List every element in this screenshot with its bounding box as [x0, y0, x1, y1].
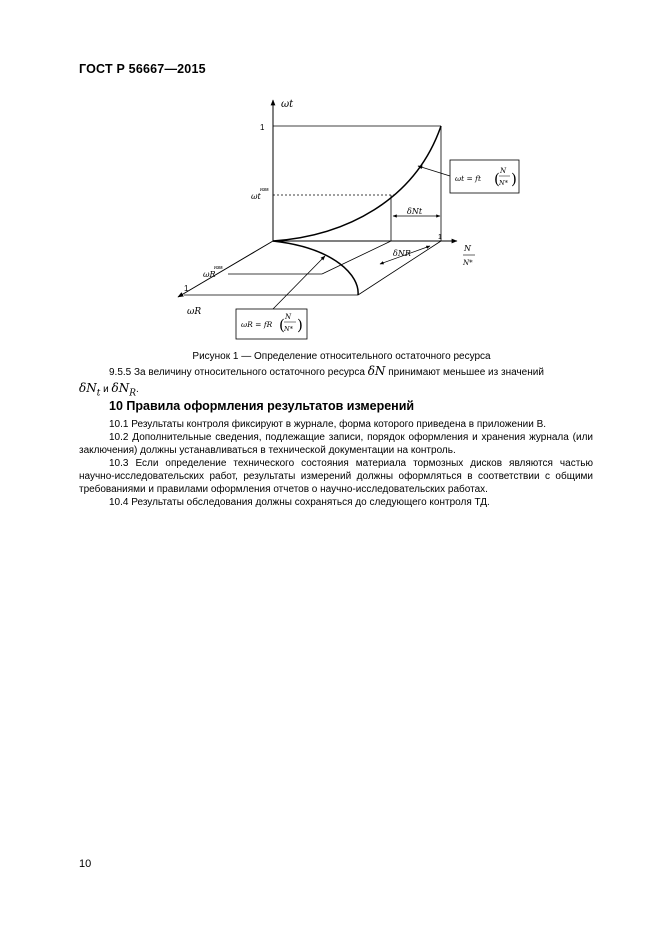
math-delta-n: δN	[367, 364, 386, 378]
delta-nt-label: δNt	[407, 207, 423, 216]
y-tick-one: 1	[260, 123, 265, 132]
para-955-part-b: принимают меньшее из значений	[388, 367, 544, 378]
paragraph-10-4: 10.4 Результаты обследования должны сохраняться до следующего контроля ТД.	[109, 497, 490, 508]
section-10-body	[79, 418, 593, 509]
pointer-r	[272, 256, 325, 310]
svg-text:(: (	[494, 170, 500, 188]
x-axis-num: N	[464, 244, 471, 253]
section-10-title: 10 Правила оформления результатов измерений	[109, 399, 415, 413]
page-number: 10	[79, 858, 92, 870]
formula-t-den: N*	[499, 179, 508, 187]
paragraph-10-2: 10.2 Дополнительные сведения, подлежащие записи, порядок оформления и хранения журнала (или заключения) должны устанавливаться в технической документации на контроль.	[79, 432, 593, 456]
svg-text:): )	[297, 316, 303, 334]
math-delta-n-r: $\delta N_R$	[111, 381, 137, 399]
svg-text:(: (	[279, 316, 285, 334]
svg-text:): )	[511, 170, 517, 188]
x-tick-one: 1	[438, 234, 442, 241]
formula-r-den: N*	[284, 325, 293, 333]
delta-nr-label: δNR	[393, 249, 411, 258]
y-axis-label: ωt	[281, 99, 294, 110]
paragraph-10-3: 10.3 Если определение технического состояния материала тормозных дисков являются частью научно-исследовательских работ, результаты измерений должны оформляться в соответствии с общими требованиями и правилами оформления отчетов о научно-исследовательских работах.	[79, 458, 593, 495]
pointer-t	[418, 166, 450, 176]
paragraph-9-5-5: 9.5.5 За величину относительного остаточного ресурса δN принимают меньшее из значений $\delta N_t$ и $\delta N_R$.	[79, 364, 544, 399]
r-axis-label: ωR	[187, 307, 202, 317]
curve-omega-t	[273, 126, 441, 241]
document-header: ГОСТ Р 56667—2015	[79, 62, 206, 76]
formula-r-num: N	[285, 313, 292, 321]
r-tick-one: 1	[184, 284, 189, 293]
r-threshold-label: ωR	[203, 270, 216, 279]
math-delta-n-t: $\delta N_t$	[79, 381, 101, 399]
y-threshold-sup: изм	[260, 187, 269, 193]
paragraph-10-1: 10.1 Результаты контроля фиксируют в журнале, форма которого приведена в приложении В.	[109, 419, 547, 430]
threshold-r-diag	[322, 241, 391, 274]
r-threshold-sup: изм	[214, 265, 223, 271]
formula-t-lhs: ωt = ft	[455, 174, 481, 183]
formula-t-num: N	[500, 167, 507, 175]
y-threshold-label: ωt	[251, 192, 261, 201]
figure-diagram	[160, 96, 517, 346]
para-955-part-a: 9.5.5 За величину относительного остаточного ресурса	[109, 367, 365, 378]
figure-caption: Рисунок 1 — Определение относительного остаточного ресурса	[192, 351, 491, 362]
curve-omega-r	[273, 241, 358, 295]
word-and: и	[103, 384, 109, 395]
formula-r-lhs: ωR = fR	[241, 320, 273, 329]
figure-residual-resource	[160, 96, 517, 346]
x-axis-den: N*	[463, 259, 473, 267]
r-axis	[178, 241, 273, 297]
